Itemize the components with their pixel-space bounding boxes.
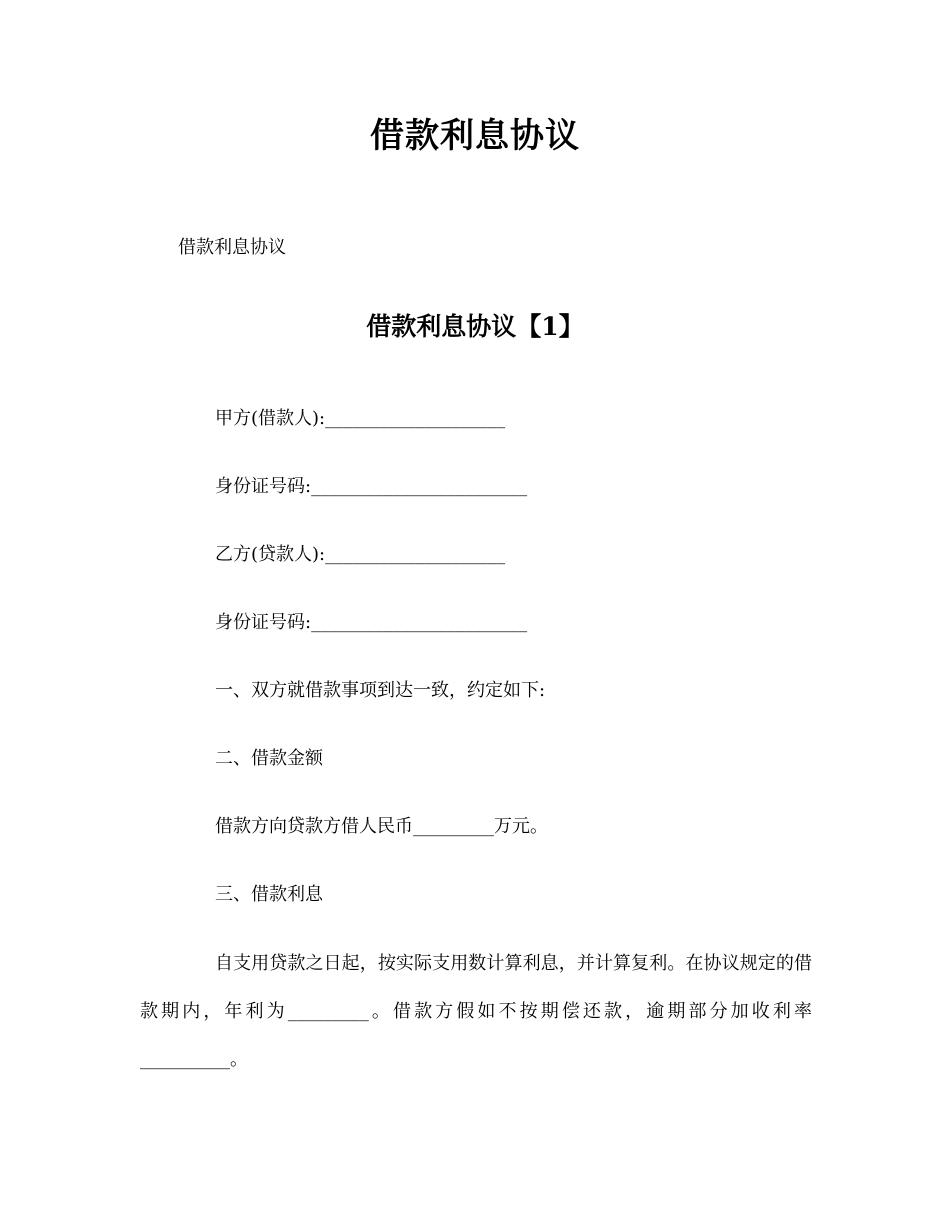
clause-2-heading: 二、借款金额 [215,748,323,769]
party-b-line [215,541,505,569]
party-a-line [215,405,505,433]
clause-2-text-after: 万元。 [494,816,548,837]
id-line-1 [215,473,527,501]
party-a-label: 甲方(借款人): [215,408,326,429]
clause-3-heading: 三、借款利息 [215,884,323,905]
clause-3-paragraph: 自支用贷款之日起，按实际支用数计算利息，并计算复利。在协议规定的借款期内，年利为_________。借款方假如不按期偿还款，逾期部分加收利率__________。 [140,953,812,1070]
clause-2-text-before: 借款方向贷款方借人民币 [215,816,413,837]
clause-2-blank: _________ [413,816,494,837]
clause-1: 一、双方就借款事项到达一致，约定如下: [215,680,546,701]
section-title: 借款利息协议【1】 [366,312,584,341]
id-label-1: 身份证号码: [215,476,312,497]
document-title: 借款利息协议 [370,116,580,156]
party-a-blank: ____________________ [325,408,506,429]
clause-2-text [215,813,548,841]
id-blank-2: ________________________ [311,612,528,633]
id-line-2 [215,609,527,637]
id-label-2: 身份证号码: [215,612,312,633]
party-b-label: 乙方(贷款人): [215,544,326,565]
document-subtitle: 借款利息协议 [178,237,286,258]
party-b-blank: ____________________ [325,544,506,565]
id-blank-1: ________________________ [311,476,528,497]
